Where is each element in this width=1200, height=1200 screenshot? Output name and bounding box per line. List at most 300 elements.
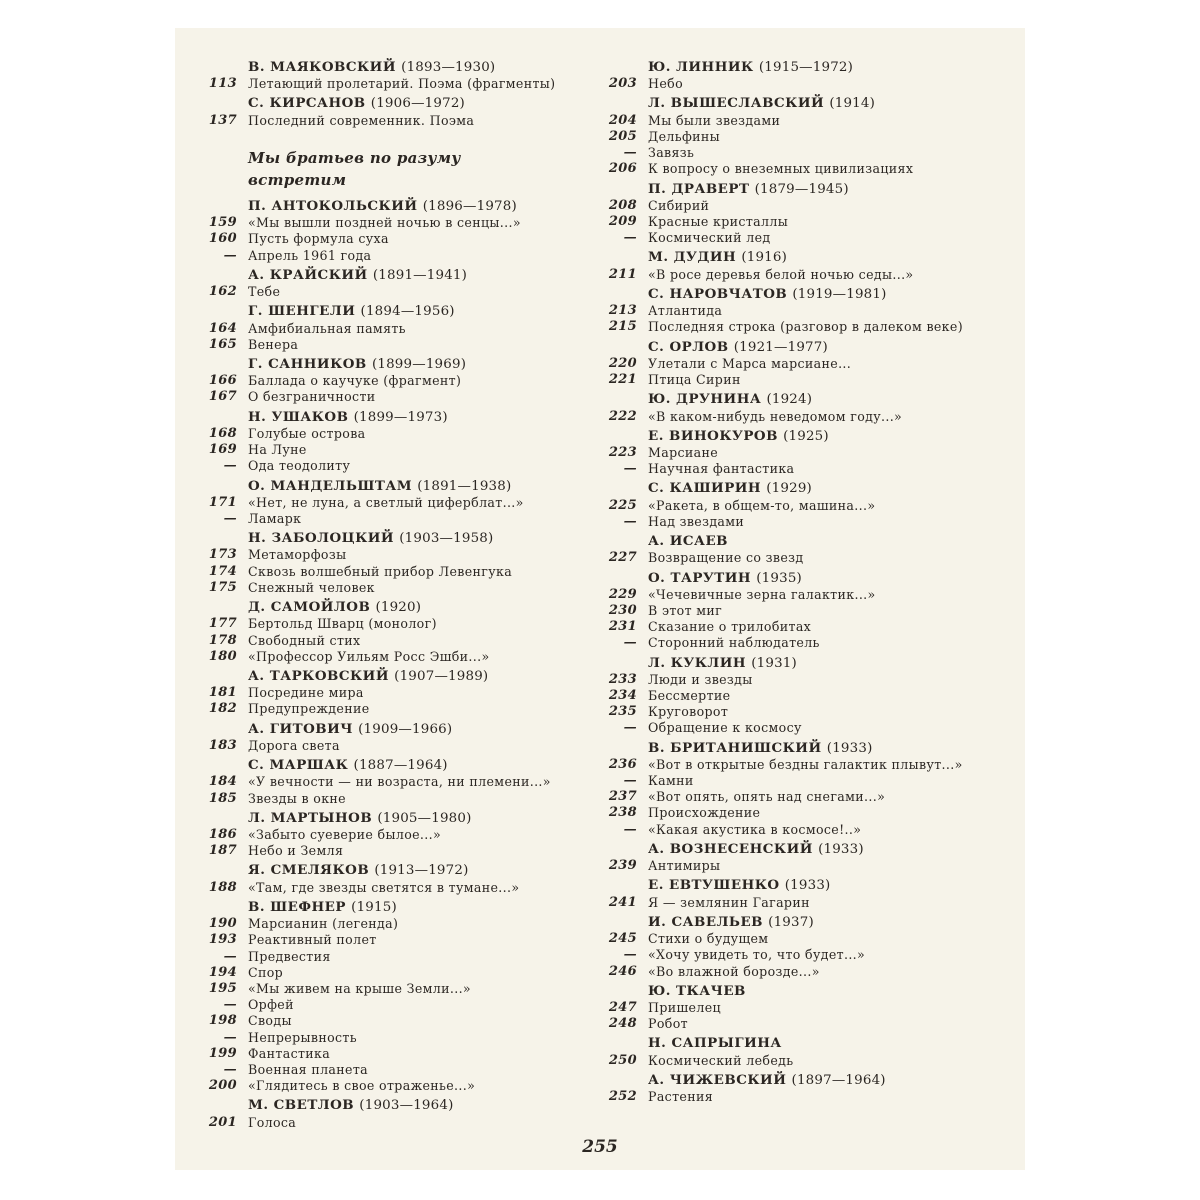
toc-entry — [197, 426, 597, 442]
section-heading-line: встретим — [248, 170, 347, 189]
toc-entry — [597, 688, 1007, 704]
section-heading — [197, 147, 597, 191]
toc-entry — [197, 791, 597, 807]
toc-title: «Профессор Уильям Росс Эшби...» — [248, 648, 490, 664]
toc-page-number: 246 — [608, 963, 637, 979]
toc-page-number: — — [623, 230, 637, 246]
toc-title: Бертольд Шварц (монолог) — [248, 616, 437, 632]
author-entry — [197, 300, 597, 320]
author-life-dates: (1879—1945) — [754, 181, 849, 197]
toc-page-number: — — [623, 635, 637, 651]
author-heading — [248, 59, 495, 76]
toc-title: Своды — [248, 1013, 292, 1029]
author-life-dates: (1891—1938) — [417, 478, 512, 494]
toc-title: Реактивный полет — [248, 932, 377, 948]
toc-page-number: 231 — [608, 619, 637, 635]
author-heading — [248, 95, 465, 112]
toc-entry — [197, 231, 597, 247]
toc-title: Посредине мира — [248, 685, 364, 701]
toc-page-number: 137 — [208, 112, 237, 128]
author-life-dates: (1899—1973) — [353, 409, 448, 425]
toc-title: Научная фантастика — [648, 461, 795, 477]
toc-page-number: — — [223, 511, 237, 526]
toc-page-number: 236 — [608, 756, 637, 772]
author-life-dates: (1903—1964) — [359, 1098, 454, 1114]
toc-entry — [197, 965, 597, 981]
toc-page-number: 209 — [608, 214, 637, 230]
toc-entry — [597, 672, 1007, 688]
author-name: А. КРАЙСКИЙ — [248, 266, 368, 283]
author-entry — [197, 596, 597, 616]
author-heading — [248, 267, 467, 284]
toc-entry — [197, 373, 597, 389]
toc-entry — [597, 603, 1007, 619]
author-name: А. ИСАЕВ — [648, 533, 728, 550]
toc-entry — [197, 774, 597, 790]
toc-page-number: 222 — [608, 408, 637, 424]
toc-entry — [197, 1046, 597, 1062]
toc-page-number: 162 — [208, 284, 237, 300]
author-entry — [597, 336, 1007, 356]
toc-title: «Мы вышли поздней ночью в сенцы...» — [248, 215, 521, 231]
toc-page-number: 234 — [608, 688, 637, 704]
toc-title: Круговорот — [648, 704, 729, 720]
author-heading — [248, 198, 517, 215]
toc-page-number: 247 — [608, 999, 637, 1015]
author-life-dates: (1907—1989) — [394, 668, 489, 684]
author-heading — [648, 391, 812, 408]
author-entry — [597, 92, 1007, 112]
toc-entry — [597, 587, 1007, 603]
author-entry — [197, 896, 597, 916]
toc-page-number: 173 — [208, 547, 237, 563]
toc-title: Летающий пролетарий. Поэма (фрагменты) — [248, 76, 556, 92]
toc-title: Птица Сирин — [648, 372, 741, 388]
author-entry — [597, 425, 1007, 445]
author-entry — [597, 838, 1007, 858]
toc-title: Военная планета — [248, 1061, 369, 1077]
author-name: Г. ШЕНГЕЛИ — [248, 303, 356, 320]
author-entry — [197, 665, 597, 685]
author-name: В. БРИТАНИШСКИЙ — [648, 739, 822, 756]
toc-title: Дельфины — [648, 128, 721, 144]
author-heading — [248, 303, 455, 320]
toc-entry — [197, 616, 597, 632]
toc-page-number: 166 — [208, 373, 237, 389]
toc-page-number: 168 — [208, 425, 237, 441]
toc-title: «Забыто суеверие былое...» — [248, 827, 442, 843]
toc-entry — [597, 409, 1007, 425]
author-life-dates: (1916) — [741, 250, 788, 266]
author-name: Л. ВЫШЕСЛАВСКИЙ — [648, 95, 825, 112]
author-entry — [597, 567, 1007, 587]
toc-entry — [197, 649, 597, 665]
author-entry — [597, 874, 1007, 894]
toc-entry — [597, 230, 1007, 246]
toc-entry — [197, 580, 597, 596]
toc-title: Растения — [648, 1089, 713, 1105]
author-life-dates: (1925) — [783, 428, 829, 444]
toc-entry — [197, 827, 597, 843]
toc-title: Антимиры — [648, 858, 721, 874]
author-entry — [197, 353, 597, 373]
toc-entry — [197, 685, 597, 701]
toc-title: О безграничности — [248, 389, 376, 405]
toc-entry — [597, 1016, 1007, 1032]
toc-entry — [597, 113, 1007, 129]
toc-entry — [197, 511, 597, 527]
toc-page-number: 211 — [608, 266, 637, 282]
toc-entry — [197, 458, 597, 474]
toc-title: Спор — [248, 964, 284, 980]
toc-entry — [197, 1115, 597, 1131]
toc-entry — [197, 248, 597, 264]
toc-entry — [197, 1078, 597, 1094]
toc-title: Голоса — [248, 1114, 297, 1130]
author-name: С. МАРШАК — [248, 757, 349, 774]
toc-title: Метаморфозы — [248, 547, 347, 563]
toc-page-number: 213 — [608, 303, 637, 319]
toc-page-number: 164 — [208, 320, 237, 336]
author-life-dates: (1894—1956) — [360, 304, 455, 320]
author-life-dates: (1899—1969) — [371, 356, 467, 372]
toc-page-number: 221 — [608, 372, 637, 388]
author-life-dates: (1903—1958) — [399, 531, 494, 547]
toc-title: «В росе деревья белой ночью седы...» — [648, 266, 914, 282]
author-name: Ю. ДРУНИНА — [648, 391, 762, 408]
author-name: О. ТАРУТИН — [648, 569, 752, 586]
author-life-dates: (1906—1972) — [370, 96, 465, 112]
author-life-dates: (1924) — [766, 392, 813, 408]
toc-entry — [597, 514, 1007, 530]
toc-title: Марсиане — [648, 445, 719, 460]
toc-entry — [597, 303, 1007, 319]
author-life-dates: (1935) — [756, 570, 802, 586]
author-name: Л. КУКЛИН — [648, 654, 747, 671]
author-heading — [648, 286, 887, 303]
toc-title: Предупреждение — [248, 701, 370, 717]
toc-page-number: 238 — [608, 805, 637, 821]
toc-entry — [597, 895, 1007, 911]
toc-title: Стихи о будущем — [648, 931, 769, 947]
toc-title: Небо и Земля — [248, 843, 344, 859]
author-heading — [648, 480, 812, 497]
toc-title: Мы были звездами — [648, 112, 781, 128]
toc-page-number: 194 — [208, 964, 237, 980]
toc-entry — [597, 789, 1007, 805]
toc-title: Непрерывность — [248, 1029, 357, 1045]
toc-page-number: 233 — [608, 671, 637, 687]
toc-page-number: 193 — [208, 932, 237, 948]
author-name: Д. САМОЙЛОВ — [248, 599, 371, 616]
toc-entry — [597, 858, 1007, 874]
toc-entry — [197, 949, 597, 965]
author-entry — [197, 859, 597, 879]
author-heading — [648, 740, 873, 757]
author-heading — [248, 721, 452, 738]
author-life-dates: (1887—1964) — [353, 758, 448, 774]
toc-page-number: 113 — [208, 76, 237, 92]
author-entry — [197, 807, 597, 827]
toc-title: Сквозь волшебный прибор Левенгука — [248, 563, 513, 579]
author-heading — [648, 914, 814, 931]
author-name: М. СВЕТЛОВ — [248, 1097, 355, 1114]
toc-page-number: 241 — [608, 894, 637, 910]
toc-title: «В каком-нибудь неведомом году...» — [648, 408, 903, 424]
author-heading — [648, 181, 849, 198]
toc-title: Снежный человек — [248, 579, 375, 595]
author-entry — [197, 195, 597, 215]
author-entry — [597, 737, 1007, 757]
author-entry — [197, 475, 597, 495]
toc-title: Свободный стих — [248, 632, 361, 648]
toc-page-number: 185 — [208, 790, 237, 806]
author-life-dates: (1913—1972) — [374, 863, 469, 879]
toc-entry — [597, 720, 1007, 736]
author-entry — [197, 527, 597, 547]
author-heading — [248, 810, 472, 827]
toc-page-number: 160 — [208, 231, 237, 247]
toc-entry — [597, 356, 1007, 372]
author-name: А. ВОЗНЕСЕНСКИЙ — [648, 840, 813, 857]
toc-page-number: — — [223, 1061, 237, 1077]
toc-entry — [197, 880, 597, 896]
toc-page-number: 206 — [608, 161, 637, 177]
toc-title: Небо — [648, 76, 683, 92]
author-entry — [597, 652, 1007, 672]
toc-entry — [597, 619, 1007, 635]
toc-page-number: 180 — [208, 648, 237, 664]
toc-entry — [597, 964, 1007, 980]
toc-title: Фантастика — [248, 1045, 331, 1061]
toc-title: Марсианин (легенда) — [248, 916, 399, 932]
author-entry — [597, 530, 1007, 550]
toc-title: «Вот в открытые бездны галактик плывут...» — [648, 756, 963, 772]
toc-title: Люди и звезды — [648, 671, 753, 687]
toc-entry — [197, 547, 597, 563]
author-entry — [197, 56, 597, 76]
author-life-dates: (1919—1981) — [792, 286, 887, 302]
author-entry — [597, 1069, 1007, 1089]
toc-entry — [197, 1062, 597, 1078]
author-life-dates: (1893—1930) — [401, 60, 496, 75]
toc-page-number: 203 — [608, 76, 637, 92]
toc-title: Сказание о трилобитах — [648, 619, 812, 635]
author-name: С. НАРОВЧАТОВ — [648, 285, 788, 302]
toc-entry — [597, 461, 1007, 477]
author-life-dates: (1933) — [784, 878, 831, 894]
toc-entry — [597, 805, 1007, 821]
section-heading-line: Мы братьев по разуму — [248, 148, 461, 167]
toc-page-number: 230 — [608, 603, 637, 619]
toc-page-number: 183 — [208, 737, 237, 753]
toc-entry — [597, 773, 1007, 789]
author-name: В. ШЕФНЕР — [248, 898, 346, 915]
toc-page-number: — — [623, 720, 637, 736]
author-entry — [197, 718, 597, 738]
toc-page-number: 198 — [208, 1013, 237, 1029]
author-life-dates: (1909—1966) — [358, 721, 453, 737]
toc-title: Происхождение — [648, 805, 761, 821]
author-heading — [248, 530, 493, 547]
author-heading — [648, 95, 875, 112]
author-name: А. ЧИЖЕВСКИЙ — [648, 1071, 787, 1088]
toc-page-number: — — [223, 948, 237, 964]
author-heading — [648, 570, 802, 587]
toc-title: Венера — [248, 336, 299, 352]
toc-entry — [197, 337, 597, 353]
toc-title: «Вот опять, опять над снегами...» — [648, 789, 886, 805]
author-heading — [648, 428, 829, 445]
toc-page-number: 187 — [208, 843, 237, 859]
toc-entry — [597, 704, 1007, 720]
toc-page-number: 177 — [208, 616, 237, 632]
author-name: Л. МАРТЫНОВ — [248, 809, 373, 826]
author-entry — [597, 283, 1007, 303]
toc-title: Обращение к космосу — [648, 720, 802, 736]
toc-title: «Глядитесь в свое отраженье...» — [248, 1078, 476, 1094]
toc-page-number: 227 — [608, 550, 637, 566]
toc-title: Я — землянин Гагарин — [648, 894, 810, 910]
toc-page-number: — — [623, 513, 637, 529]
author-heading — [248, 478, 511, 495]
toc-title: «Там, где звезды светятся в тумане...» — [248, 879, 520, 895]
toc-title: Орфей — [248, 997, 294, 1013]
author-life-dates: (1896—1978) — [422, 198, 517, 214]
toc-entry — [197, 633, 597, 649]
author-entry — [197, 1094, 597, 1114]
author-name: П. АНТОКОЛЬСКИЙ — [248, 197, 418, 214]
toc-title: Красные кристаллы — [648, 214, 789, 230]
author-heading — [248, 356, 466, 373]
author-heading — [248, 1097, 454, 1114]
author-name: А. ТАРКОВСКИЙ — [248, 667, 389, 684]
author-name: В. МАЯКОВСКИЙ — [248, 59, 396, 75]
author-name: Н. САПРЫГИНА — [648, 1035, 782, 1052]
author-entry — [597, 980, 1007, 1000]
author-heading — [648, 1035, 782, 1051]
author-name: М. ДУДИН — [648, 249, 737, 266]
author-entry — [597, 388, 1007, 408]
toc-entry — [597, 635, 1007, 651]
toc-title: Атлантида — [648, 303, 723, 319]
toc-entry — [597, 76, 1007, 92]
toc-entry — [197, 389, 597, 405]
author-life-dates: (1914) — [829, 96, 876, 112]
toc-page-number: 181 — [208, 685, 237, 701]
author-heading — [648, 983, 746, 999]
toc-title: Последний современник. Поэма — [248, 112, 475, 128]
author-entry — [597, 911, 1007, 931]
toc-page-number: — — [623, 461, 637, 477]
author-name: Ю. ТКАЧЕВ — [648, 982, 746, 999]
toc-page-number: — — [623, 773, 637, 789]
author-life-dates: (1920) — [375, 600, 422, 616]
toc-page-number: 195 — [208, 980, 237, 996]
toc-page-number: 190 — [208, 916, 237, 932]
toc-page-number: — — [623, 947, 637, 963]
author-name: Н. ЗАБОЛОЦКИЙ — [248, 530, 395, 547]
author-heading — [648, 249, 787, 266]
toc-page-number: 229 — [608, 586, 637, 602]
author-heading — [248, 757, 448, 774]
author-life-dates: (1931) — [751, 655, 797, 671]
toc-page-number: 205 — [608, 128, 637, 144]
toc-page-number: 169 — [208, 442, 237, 458]
author-name: П. ДРАВЕРТ — [648, 180, 750, 197]
toc-title: Пусть формула суха — [248, 231, 389, 247]
toc-entry — [197, 738, 597, 754]
author-heading — [648, 533, 728, 549]
author-heading — [648, 339, 828, 356]
author-heading — [248, 899, 397, 916]
toc-title: Апрель 1961 года — [248, 247, 372, 263]
author-life-dates: (1929) — [766, 481, 812, 497]
toc-title: Сибирий — [648, 197, 710, 213]
toc-entry — [197, 564, 597, 580]
toc-page-number: 188 — [208, 879, 237, 895]
author-name: Н. УШАКОВ — [248, 408, 349, 425]
toc-entry — [197, 843, 597, 859]
author-entry — [197, 92, 597, 112]
author-heading — [648, 841, 864, 858]
toc-page-number: 215 — [608, 319, 637, 335]
toc-right-column — [597, 56, 1007, 1105]
toc-page-number: 184 — [208, 774, 237, 790]
toc-entry — [597, 372, 1007, 388]
toc-page-number: 201 — [208, 1114, 237, 1130]
author-heading — [648, 59, 853, 76]
toc-entry — [197, 981, 597, 997]
toc-title: Над звездами — [648, 513, 745, 529]
author-heading — [648, 1072, 886, 1089]
author-name: О. МАНДЕЛЬШТАМ — [248, 477, 413, 494]
author-name: Е. ВИНОКУРОВ — [648, 427, 778, 444]
toc-title: «Нет, не луна, а светлый циферблат...» — [248, 494, 524, 510]
author-life-dates: (1937) — [768, 914, 814, 930]
toc-entry — [197, 916, 597, 932]
toc-page-number: — — [223, 458, 237, 474]
toc-entry — [597, 1089, 1007, 1105]
author-life-dates: (1891—1941) — [372, 267, 468, 283]
toc-page-number: — — [223, 247, 237, 263]
toc-page-number: 159 — [208, 215, 237, 231]
toc-left-column — [197, 56, 597, 1131]
toc-entry — [597, 947, 1007, 963]
toc-title: Амфибиальная память — [248, 320, 406, 336]
toc-page-number: 186 — [208, 827, 237, 843]
toc-entry — [197, 932, 597, 948]
author-life-dates: (1915—1972) — [758, 60, 854, 75]
toc-page-number: 235 — [608, 704, 637, 720]
toc-entry — [197, 442, 597, 458]
toc-page-number: — — [223, 997, 237, 1013]
toc-title: Камни — [648, 773, 694, 789]
author-heading — [648, 877, 830, 894]
toc-entry — [197, 76, 597, 92]
toc-entry — [597, 822, 1007, 838]
author-life-dates: (1905—1980) — [377, 810, 472, 826]
toc-entry — [197, 495, 597, 511]
author-heading — [248, 599, 421, 616]
toc-title: «Хочу увидеть то, что будет...» — [648, 947, 866, 963]
toc-page-number: 199 — [208, 1045, 237, 1061]
author-name: Е. ЕВТУШЕНКО — [648, 877, 780, 894]
toc-entry — [597, 550, 1007, 566]
author-heading — [648, 655, 797, 672]
toc-entry — [597, 267, 1007, 283]
toc-title: Улетали с Марса марсиане... — [648, 355, 852, 371]
